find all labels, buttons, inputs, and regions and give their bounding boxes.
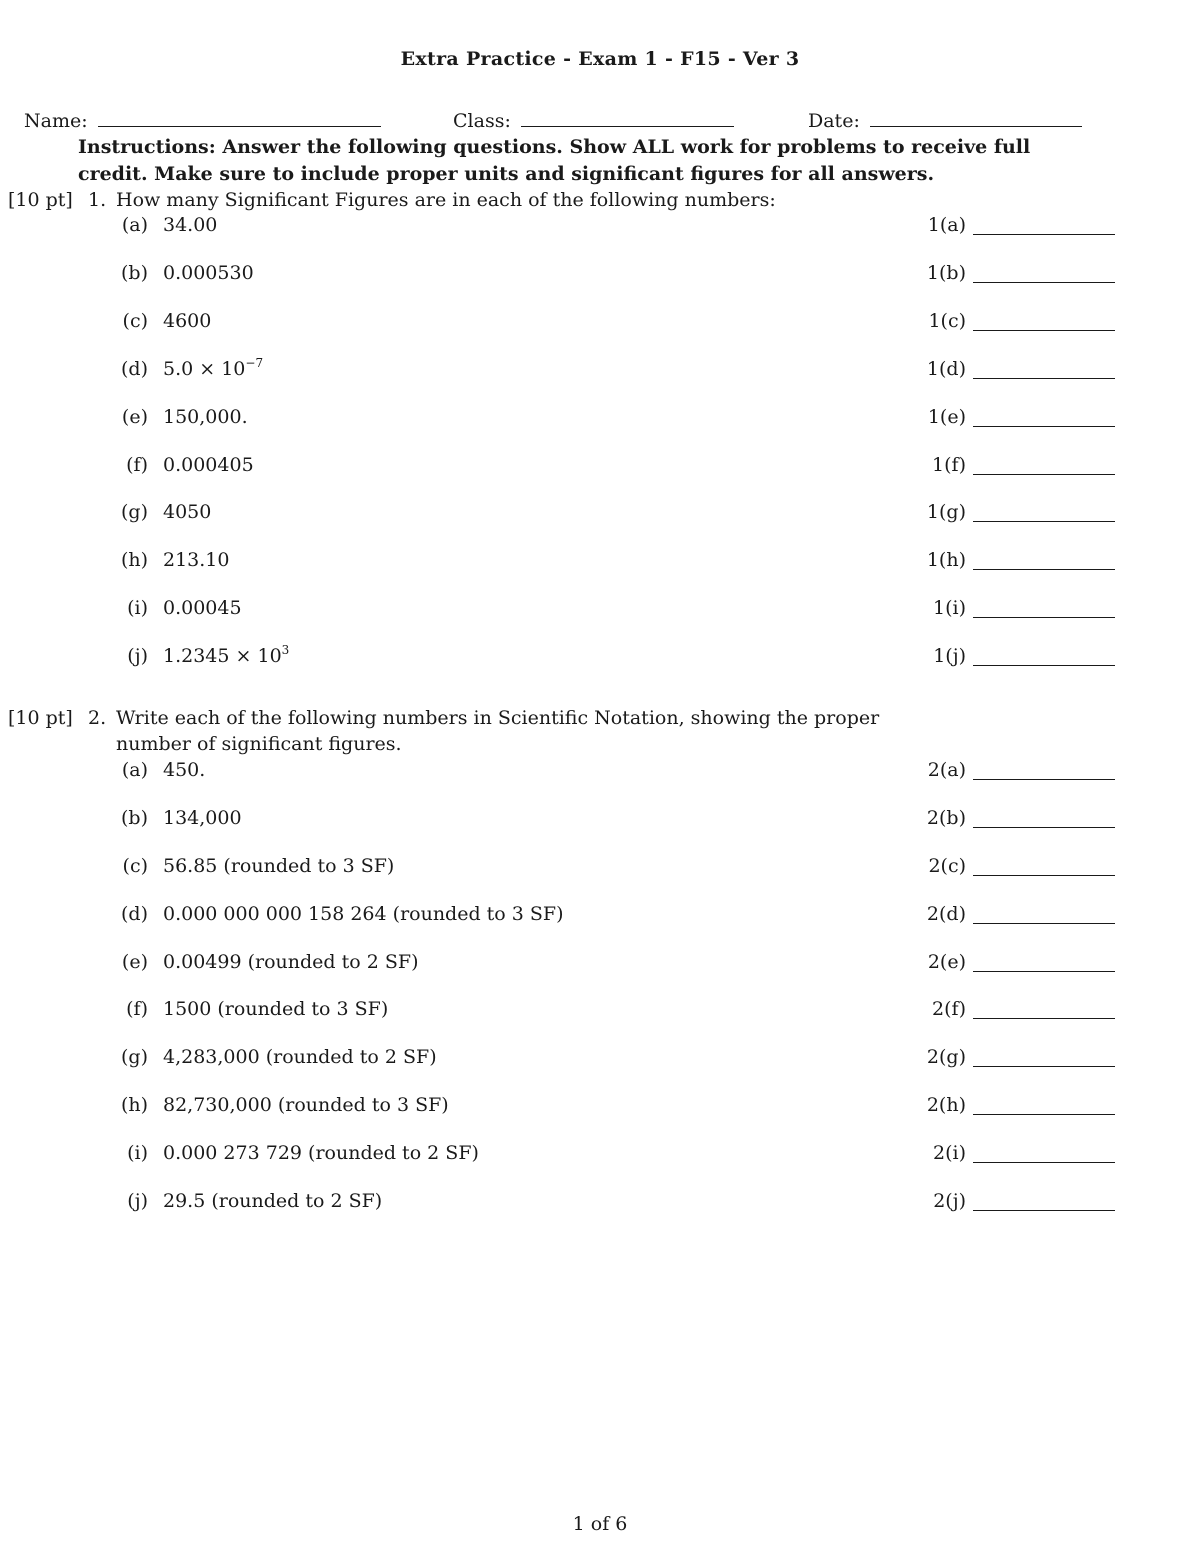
class-label: Class: (453, 110, 511, 132)
answer-line[interactable] (973, 665, 1115, 666)
date-label: Date: (808, 110, 860, 132)
item-label: (f) (126, 454, 148, 476)
q1-item (0, 310, 1200, 340)
question-1-number: 1. (88, 189, 107, 211)
q1-item (0, 645, 1200, 675)
answer-id: 2(j) (933, 1190, 966, 1212)
date-field (808, 108, 1082, 132)
answer-line[interactable] (973, 875, 1115, 876)
answer-id: 1(h) (926, 549, 966, 571)
item-value: 4050 (163, 501, 212, 523)
item-label: (j) (127, 1190, 148, 1212)
question-1-text: How many Significant Figures are in each of the following numbers: (116, 189, 776, 211)
question-2-text: Write each of the following numbers in Scientific Notation, showing the proper number of significant figures. (116, 707, 880, 755)
q1-item (0, 549, 1200, 579)
question-2-points: [10 pt] (8, 707, 73, 729)
item-label: (i) (127, 1142, 148, 1164)
q2-item (0, 1142, 1200, 1172)
name-input-line[interactable] (98, 108, 381, 127)
answer-id: 2(b) (926, 807, 966, 829)
instructions: Instructions: Answer the following questions. Show ALL work for problems to receive full credit. Make sure to include proper units and significant figures for all answers. (78, 136, 1031, 185)
page-number: 1 of 6 (572, 1513, 628, 1535)
q2-item (0, 1094, 1200, 1124)
item-value: 29.5 (rounded to 2 SF) (163, 1190, 383, 1212)
answer-line[interactable] (973, 1066, 1115, 1067)
answer-id: 1(d) (926, 358, 966, 380)
item-value: 150,000. (163, 406, 248, 428)
q1-item (0, 262, 1200, 292)
answer-id: 1(e) (927, 406, 966, 428)
item-value-base: 5.0 × 10 (163, 358, 246, 380)
answer-line[interactable] (973, 234, 1115, 235)
answer-id: 1(b) (926, 262, 966, 284)
answer-id: 1(c) (928, 310, 966, 332)
item-label: (i) (127, 597, 148, 619)
answer-id: 2(d) (926, 903, 966, 925)
answer-line[interactable] (973, 474, 1115, 475)
item-value (163, 358, 263, 380)
item-label: (h) (120, 1094, 148, 1116)
item-value: 82,730,000 (rounded to 3 SF) (163, 1094, 449, 1116)
q2-item (0, 951, 1200, 981)
page-title: Extra Practice - Exam 1 - F15 - Ver 3 (400, 48, 800, 70)
class-field (453, 108, 734, 132)
name-label: Name: (24, 110, 88, 132)
answer-id: 2(f) (932, 998, 966, 1020)
answer-line[interactable] (973, 971, 1115, 972)
answer-line[interactable] (973, 827, 1115, 828)
item-value (163, 645, 289, 667)
item-value: 1500 (rounded to 3 SF) (163, 998, 389, 1020)
item-label: (d) (121, 358, 148, 380)
item-value: 0.000 273 729 (rounded to 2 SF) (163, 1142, 479, 1164)
class-input-line[interactable] (521, 108, 734, 127)
item-value-exponent: 3 (281, 643, 290, 657)
item-label: (d) (121, 903, 148, 925)
item-value: 4600 (163, 310, 212, 332)
name-field (24, 108, 381, 132)
answer-id: 1(a) (927, 214, 966, 236)
q2-item (0, 998, 1200, 1028)
answer-line[interactable] (973, 330, 1115, 331)
answer-line[interactable] (973, 617, 1115, 618)
q1-item (0, 597, 1200, 627)
answer-line[interactable] (973, 1162, 1115, 1163)
date-input-line[interactable] (870, 108, 1082, 127)
q2-item (0, 759, 1200, 789)
q2-item (0, 1046, 1200, 1076)
item-value: 213.10 (163, 549, 230, 571)
answer-line[interactable] (973, 779, 1115, 780)
item-label: (a) (121, 214, 148, 236)
question-1-points: [10 pt] (8, 189, 73, 211)
q1-item (0, 454, 1200, 484)
item-value-exponent: −7 (245, 356, 264, 370)
q1-item (0, 501, 1200, 531)
item-value: 56.85 (rounded to 3 SF) (163, 855, 395, 877)
item-label: (c) (122, 310, 148, 332)
answer-line[interactable] (973, 426, 1115, 427)
answer-line[interactable] (973, 569, 1115, 570)
item-value: 34.00 (163, 214, 218, 236)
item-label: (g) (121, 1046, 148, 1068)
item-value: 0.00499 (rounded to 2 SF) (163, 951, 419, 973)
answer-id: 1(g) (926, 501, 966, 523)
item-label: (a) (121, 759, 148, 781)
question-2-number: 2. (88, 707, 107, 729)
answer-id: 2(h) (926, 1094, 966, 1116)
item-label: (g) (121, 501, 148, 523)
item-value: 0.000530 (163, 262, 254, 284)
answer-id: 2(e) (927, 951, 966, 973)
q1-item (0, 358, 1200, 388)
item-value: 134,000 (163, 807, 242, 829)
answer-line[interactable] (973, 1018, 1115, 1019)
q2-item (0, 855, 1200, 885)
q2-item (0, 807, 1200, 837)
answer-id: 2(c) (928, 855, 966, 877)
q1-item (0, 406, 1200, 436)
answer-line[interactable] (973, 1210, 1115, 1211)
item-label: (h) (120, 549, 148, 571)
answer-line[interactable] (973, 378, 1115, 379)
answer-line[interactable] (973, 282, 1115, 283)
answer-line[interactable] (973, 1114, 1115, 1115)
answer-id: 1(i) (933, 597, 966, 619)
q2-item (0, 1190, 1200, 1220)
item-label: (b) (121, 807, 148, 829)
item-label: (e) (121, 406, 148, 428)
item-value: 0.000405 (163, 454, 254, 476)
item-label: (j) (127, 645, 148, 667)
item-value: 450. (163, 759, 206, 781)
q1-item (0, 214, 1200, 244)
item-label: (c) (122, 855, 148, 877)
item-label: (e) (121, 951, 148, 973)
answer-id: 2(a) (927, 759, 966, 781)
item-value-base: 1.2345 × 10 (163, 645, 282, 667)
item-label: (f) (126, 998, 148, 1020)
item-label: (b) (121, 262, 148, 284)
item-value: 4,283,000 (rounded to 2 SF) (163, 1046, 437, 1068)
answer-line[interactable] (973, 521, 1115, 522)
q2-item (0, 903, 1200, 933)
answer-id: 2(i) (933, 1142, 966, 1164)
answer-id: 1(j) (933, 645, 966, 667)
item-value: 0.00045 (163, 597, 242, 619)
answer-id: 1(f) (932, 454, 966, 476)
answer-id: 2(g) (926, 1046, 966, 1068)
answer-line[interactable] (973, 923, 1115, 924)
item-value: 0.000 000 000 158 264 (rounded to 3 SF) (163, 903, 564, 925)
